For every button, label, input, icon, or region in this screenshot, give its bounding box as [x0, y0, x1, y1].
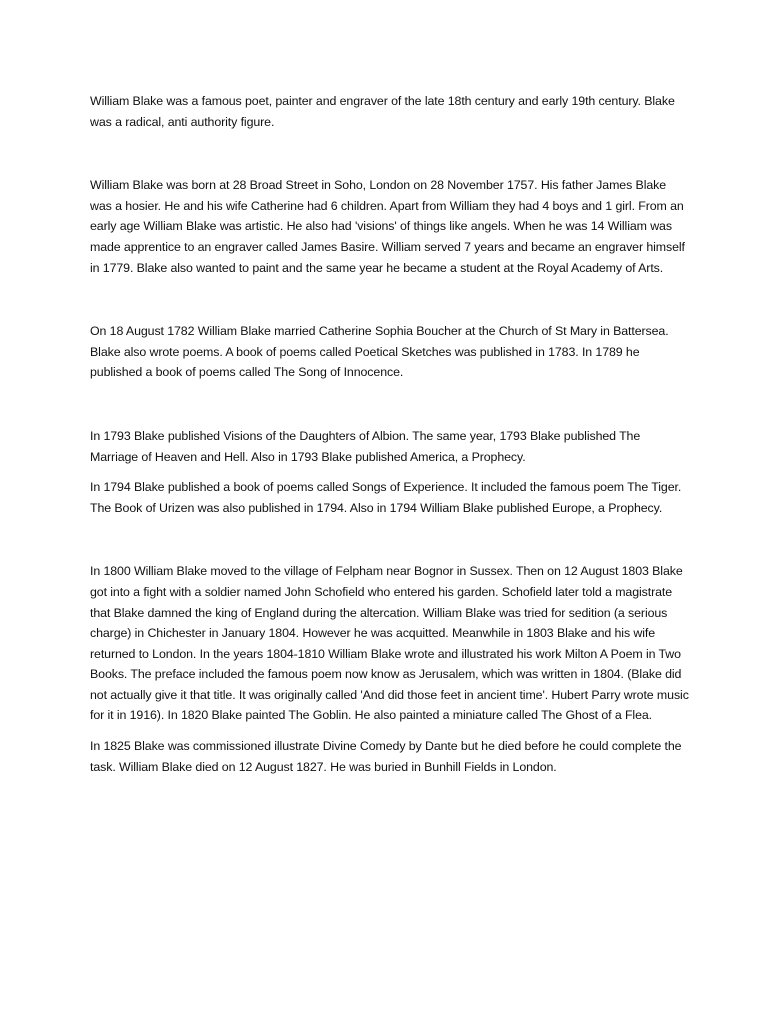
paragraph-death: In 1825 Blake was commissioned illustrate Divine Comedy by Dante but he died before he could complete the task. William Blake died on 12 August 1827. He was buried in Bunhill Fields in London. — [90, 739, 682, 774]
paragraph-marriage: On 18 August 1782 William Blake married Catherine Sophia Boucher at the Church of St Mary in Battersea. Blake also wrote poems. A book of poems called Poetical Sketches was published in 1783. In 1789 he published a book of poems called The Song of Innocence. — [90, 324, 669, 380]
paragraph-1794: In 1794 Blake published a book of poems called Songs of Experience. It included the famous poem The Tiger. The Book of Urizen was also published in 1794. Also in 1794 William Blake published Europe, a Prophecy. — [90, 480, 682, 515]
paragraph-early-life: William Blake was born at 28 Broad Street in Soho, London on 28 November 1757. His father James Blake was a hosier. He and his wife Catherine had 6 children. Apart from William they had 4 boys and 1 girl. From an early age William Blake was artistic. He also had 'visions' of things like angels. When he was 14 William was made apprentice to an engraver called James Basire. William served 7 years and became an engraver himself in 1779. Blake also wanted to paint and the same year he became a student at the Royal Academy of Arts. — [90, 178, 685, 275]
document-body — [90, 91, 690, 777]
paragraph-1793: In 1793 Blake published Visions of the Daughters of Albion. The same year, 1793 Blake published The Marriage of Heaven and Hell. Also in 1793 Blake published America, a Prophecy. — [90, 428, 641, 464]
paragraph-intro: William Blake was a famous poet, painter and engraver of the late 18th century and early 19th century. Blake was a radical, anti authority figure. — [90, 94, 675, 129]
paragraph-felpham: In 1800 William Blake moved to the village of Felpham near Bognor in Sussex. Then on 12 August 1803 Blake got into a fight with a soldier named John Schofield who entered his garden. Schofield later told a magistrate that Blake damned the king of England during the altercation. William Blake was tried for sedition (a serious charge) in Chichester in January 1804. However he was acquitted. Meanwhile in 1803 Blake and his wife returned to London. In the years 1804-1810 William Blake wrote and illustrated his work Milton A Poem in Two Books. The preface included the famous poem now know as Jerusalem, which was written in 1804. (Blake did not actually give it that title. It was originally called 'And did those feet in ancient time'. Hubert Parry wrote music for it in 1916). In 1820 Blake painted The Goblin. He also painted a miniature called The Ghost of a Flea. — [90, 564, 689, 723]
